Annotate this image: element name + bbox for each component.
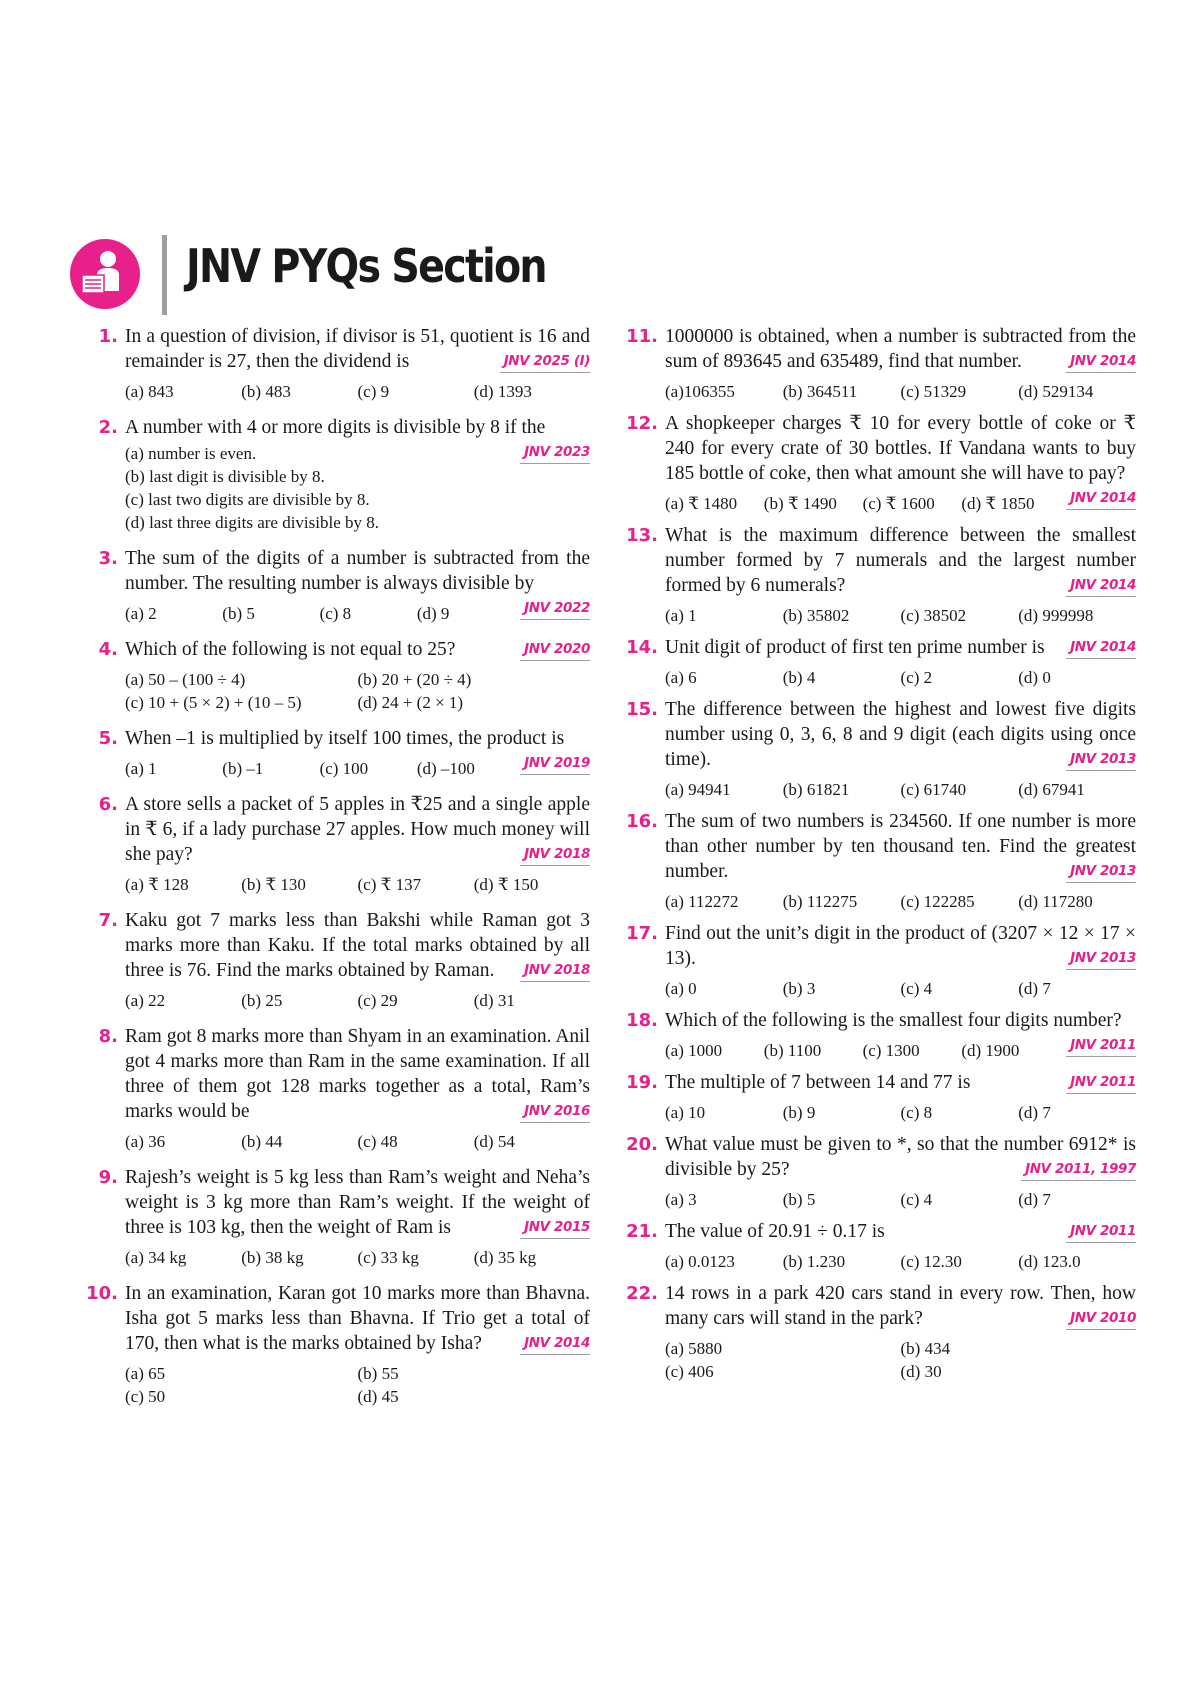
header-divider xyxy=(162,235,167,315)
option-b: (b) 364511 xyxy=(782,382,858,401)
question-text xyxy=(665,324,1136,374)
jnv-year-tag: JNV 2014 xyxy=(1066,638,1136,659)
options xyxy=(665,604,1136,627)
question-text xyxy=(125,1281,590,1356)
options xyxy=(665,1039,1060,1062)
question-body: When –1 is multiplied by itself 100 times, the product is xyxy=(125,728,565,749)
option-c: (c) 100 xyxy=(319,759,369,778)
options xyxy=(125,380,590,403)
options xyxy=(125,1130,590,1153)
option-c: (c) 50 xyxy=(125,1387,166,1406)
question-body: Which of the following is not equal to 25? xyxy=(125,639,456,660)
question-body: Unit digit of product of first ten prime number is xyxy=(665,637,1045,658)
question-number: 5. xyxy=(98,728,118,749)
option-d: (d) 67941 xyxy=(1018,780,1085,799)
option-a: (a) number is even. xyxy=(125,444,257,463)
option-c: (c) 29 xyxy=(357,991,398,1010)
option-d: (d) 529134 xyxy=(1018,382,1094,401)
question-number: 6. xyxy=(98,794,118,815)
option-a: (a) 112272 xyxy=(665,892,739,911)
option-a: (a)106355 xyxy=(665,382,735,401)
option-b: (b) 20 + (20 ÷ 4) xyxy=(357,670,472,689)
option-a: (a) 1000 xyxy=(665,1041,723,1060)
options xyxy=(665,1101,1136,1124)
option-d: (d) 1900 xyxy=(961,1041,1020,1060)
option-a: (a) 34 kg xyxy=(125,1248,187,1267)
question-number: 19. xyxy=(626,1072,658,1093)
option-c: (c) last two digits are divisible by 8. xyxy=(125,490,370,509)
option-b: (b) 3 xyxy=(782,979,816,998)
option-b: (b) 483 xyxy=(241,382,291,401)
question-body: Rajesh’s weight is 5 kg less than Ram’s weight and Neha’s weight is 3 kg more than Ram’s weight. If the weight of three is 103 kg, then the weight of Ram is xyxy=(125,1167,590,1238)
question-number: 2. xyxy=(98,417,118,438)
question-number: 11. xyxy=(626,326,658,347)
question-number: 17. xyxy=(626,923,658,944)
question-number: 1. xyxy=(98,326,118,347)
option-d: (d) 9 xyxy=(416,604,450,623)
option-a: (a) 65 xyxy=(125,1364,166,1383)
question-text xyxy=(665,809,1136,884)
option-b: (b) 4 xyxy=(782,668,816,687)
question-body: The value of 20.91 ÷ 0.17 is xyxy=(665,1221,885,1242)
question-7 xyxy=(80,908,590,1012)
question-5 xyxy=(80,726,590,780)
option-d: (d) 7 xyxy=(1018,979,1051,998)
question-text xyxy=(665,1132,1136,1182)
option-b: (b) 44 xyxy=(241,1132,283,1151)
question-text xyxy=(125,792,590,867)
question-number: 13. xyxy=(626,525,658,546)
option-b: (b) 61821 xyxy=(782,780,850,799)
option-b: (b) 38 kg xyxy=(241,1248,304,1267)
jnv-year-tag: JNV 2011 xyxy=(1066,1036,1136,1057)
section-title: JNV PYQs Section xyxy=(186,239,546,293)
question-body: The sum of the digits of a number is subtracted from the number. The resulting number is always divisible by xyxy=(125,548,590,594)
question-text xyxy=(125,1165,590,1240)
option-a: (a) 10 xyxy=(665,1103,706,1122)
question-body: The sum of two numbers is 234560. If one number is more than other number by ten thousand ten. Find the greatest number. xyxy=(665,811,1136,882)
question-16 xyxy=(620,809,1136,913)
option-a: (a) 22 xyxy=(125,991,166,1010)
jnv-year-tag: JNV 2023 xyxy=(520,443,590,464)
options xyxy=(125,602,514,625)
question-15 xyxy=(620,697,1136,801)
option-b: (b) 1100 xyxy=(763,1041,822,1060)
option-d: (d) 35 kg xyxy=(473,1248,537,1267)
option-c: (c) 8 xyxy=(319,604,352,623)
option-b: (b) 25 xyxy=(241,991,283,1010)
question-19 xyxy=(620,1070,1136,1124)
jnv-year-tag: JNV 2025 (I) xyxy=(500,352,590,373)
option-d: (d) last three digits are divisible by 8. xyxy=(125,513,379,532)
option-b: (b) 9 xyxy=(782,1103,816,1122)
options xyxy=(125,989,590,1012)
options xyxy=(125,1362,590,1408)
option-d: (d) 30 xyxy=(900,1362,942,1381)
question-11 xyxy=(620,324,1136,403)
option-c: (c) 8 xyxy=(900,1103,933,1122)
option-a: (a) 5880 xyxy=(665,1339,723,1358)
question-body: In an examination, Karan got 10 marks more than Bhavna. Isha got 5 marks less than Bhavna. If Trio get a total of 170, then what is the marks obtained by Isha? xyxy=(125,1283,590,1354)
question-text xyxy=(125,637,590,662)
question-number: 3. xyxy=(98,548,118,569)
question-body: In a question of division, if divisor is 51, quotient is 16 and remainder is 27, then the dividend is xyxy=(125,326,590,372)
question-number: 12. xyxy=(626,413,658,434)
student-reading-icon xyxy=(70,239,140,309)
question-number: 14. xyxy=(626,637,658,658)
right-column xyxy=(620,324,1136,1391)
options xyxy=(665,380,1136,403)
question-number: 16. xyxy=(626,811,658,832)
question-number: 10. xyxy=(86,1283,118,1304)
option-b: (b) 5 xyxy=(222,604,255,623)
option-a: (a) 0 xyxy=(665,979,697,998)
question-21 xyxy=(620,1219,1136,1273)
question-text xyxy=(665,1219,1136,1244)
jnv-year-tag: JNV 2020 xyxy=(520,640,590,661)
question-12 xyxy=(620,411,1136,515)
option-c: (c) 61740 xyxy=(900,780,967,799)
question-body: The multiple of 7 between 14 and 77 is xyxy=(665,1072,971,1093)
option-a: (a) 843 xyxy=(125,382,174,401)
option-b: (b) 434 xyxy=(900,1339,951,1358)
option-d: (d) 31 xyxy=(473,991,515,1010)
question-body: The difference between the highest and lowest five digits number using 0, 3, 6, 8 and 9 digit (each digits using once time). xyxy=(665,699,1136,770)
question-text xyxy=(665,697,1136,772)
option-c: (c) 1300 xyxy=(862,1041,920,1060)
question-text xyxy=(665,1070,1136,1095)
jnv-year-tag: JNV 2013 xyxy=(1066,750,1136,771)
question-body: A shopkeeper charges ₹ 10 for every bottle of coke or ₹ 240 for every crate of 30 bottles. If Vandana wants to buy 185 bottle of coke, then what amount she will have to pay? xyxy=(665,413,1136,484)
question-body: Find out the unit’s digit in the product of (3207 × 12 × 17 × 13). xyxy=(665,923,1136,969)
question-body: Which of the following is the smallest four digits number? xyxy=(665,1010,1122,1031)
option-a: (a) 50 – (100 ÷ 4) xyxy=(125,670,246,689)
option-b: (b) last digit is divisible by 8. xyxy=(125,467,325,486)
jnv-year-tag: JNV 2018 xyxy=(520,845,590,866)
question-body: 14 rows in a park 420 cars stand in every row. Then, how many cars will stand in the park? xyxy=(665,1283,1136,1329)
jnv-year-tag: JNV 2016 xyxy=(520,1102,590,1123)
option-c: (c) 38502 xyxy=(900,606,967,625)
option-d: (d) 117280 xyxy=(1018,892,1093,911)
option-b: (b) ₹ 1490 xyxy=(763,494,837,513)
option-b: (b) 5 xyxy=(782,1190,816,1209)
question-17 xyxy=(620,921,1136,1000)
options xyxy=(125,442,514,534)
question-number: 21. xyxy=(626,1221,658,1242)
question-2 xyxy=(80,415,590,534)
question-number: 7. xyxy=(98,910,118,931)
jnv-year-tag: JNV 2018 xyxy=(520,961,590,982)
question-text xyxy=(125,324,590,374)
option-b: (b) 1.230 xyxy=(782,1252,846,1271)
option-a: (a) 0.0123 xyxy=(665,1252,735,1271)
question-number: 9. xyxy=(98,1167,118,1188)
option-b: (b) –1 xyxy=(222,759,264,778)
option-d: (d) 7 xyxy=(1018,1103,1051,1122)
options xyxy=(125,757,514,780)
option-d: (d) ₹ 150 xyxy=(473,875,539,894)
question-9 xyxy=(80,1165,590,1269)
jnv-year-tag: JNV 2011, 1997 xyxy=(1021,1160,1136,1181)
option-c: (c) 33 kg xyxy=(357,1248,419,1267)
option-a: (a) 94941 xyxy=(665,780,731,799)
question-body: A number with 4 or more digits is divisible by 8 if the xyxy=(125,417,546,438)
question-body: What is the maximum difference between the smallest number formed by 7 numerals and the largest number formed by 6 numerals? xyxy=(665,525,1136,596)
options xyxy=(665,492,1060,515)
options xyxy=(125,668,590,714)
question-text xyxy=(125,1024,590,1124)
options xyxy=(125,1246,590,1269)
question-text xyxy=(665,921,1136,971)
option-c: (c) 48 xyxy=(357,1132,398,1151)
option-c: (c) 9 xyxy=(357,382,390,401)
option-c: (c) ₹ 137 xyxy=(357,875,422,894)
question-13 xyxy=(620,523,1136,627)
jnv-year-tag: JNV 2011 xyxy=(1066,1222,1136,1243)
option-b: (b) 55 xyxy=(357,1364,399,1383)
jnv-year-tag: JNV 2019 xyxy=(520,754,590,775)
option-b: (b) 35802 xyxy=(782,606,850,625)
option-c: (c) 51329 xyxy=(900,382,967,401)
option-c: (c) 406 xyxy=(665,1362,714,1381)
options xyxy=(665,1250,1136,1273)
option-d: (d) 123.0 xyxy=(1018,1252,1081,1271)
question-20 xyxy=(620,1132,1136,1211)
option-c: (c) 2 xyxy=(900,668,933,687)
option-b: (b) ₹ 130 xyxy=(241,875,306,894)
question-text xyxy=(665,635,1136,660)
jnv-year-tag: JNV 2022 xyxy=(520,599,590,620)
question-body: Kaku got 7 marks less than Bakshi while Raman got 3 marks more than Kaku. If the total marks obtained by all three is 76. Find the marks obtained by Raman. xyxy=(125,910,590,981)
option-d: (d) 24 + (2 × 1) xyxy=(357,693,464,712)
jnv-year-tag: JNV 2013 xyxy=(1066,862,1136,883)
option-a: (a) ₹ 128 xyxy=(125,875,189,894)
question-text xyxy=(125,908,590,983)
question-body: Ram got 8 marks more than Shyam in an examination. Anil got 4 marks more than Ram in the same examination. If all three of them got 128 marks together as a total, Ram’s marks would be xyxy=(125,1026,590,1122)
question-number: 22. xyxy=(626,1283,658,1304)
question-4 xyxy=(80,637,590,714)
question-number: 15. xyxy=(626,699,658,720)
jnv-year-tag: JNV 2010 xyxy=(1066,1309,1136,1330)
option-d: (d) 45 xyxy=(357,1387,399,1406)
option-a: (a) 1 xyxy=(125,759,157,778)
question-number: 4. xyxy=(98,639,118,660)
question-body: What value must be given to *, so that the number 6912* is divisible by 25? xyxy=(665,1134,1136,1180)
option-a: (a) 36 xyxy=(125,1132,166,1151)
question-14 xyxy=(620,635,1136,689)
jnv-year-tag: JNV 2014 xyxy=(1066,352,1136,373)
question-body: 1000000 is obtained, when a number is subtracted from the sum of 893645 and 635489, find that number. xyxy=(665,326,1136,372)
option-d: (d) 1393 xyxy=(473,382,532,401)
option-d: (d) 54 xyxy=(473,1132,515,1151)
options xyxy=(665,1337,1136,1383)
option-d: (d) 0 xyxy=(1018,668,1051,687)
options xyxy=(125,873,590,896)
option-c: (c) 10 + (5 × 2) + (10 – 5) xyxy=(125,693,302,712)
option-d: (d) 999998 xyxy=(1018,606,1094,625)
options xyxy=(665,666,1136,689)
option-a: (a) 6 xyxy=(665,668,697,687)
question-number: 8. xyxy=(98,1026,118,1047)
question-6 xyxy=(80,792,590,896)
question-text xyxy=(665,1281,1136,1331)
jnv-year-tag: JNV 2014 xyxy=(1066,489,1136,510)
question-22 xyxy=(620,1281,1136,1383)
question-body: A store sells a packet of 5 apples in ₹25 and a single apple in ₹ 6, if a lady purchase 27 apples. How much money will she pay? xyxy=(125,794,590,865)
left-column xyxy=(80,324,590,1420)
options xyxy=(665,977,1136,1000)
jnv-year-tag: JNV 2014 xyxy=(1066,576,1136,597)
option-c: (c) ₹ 1600 xyxy=(862,494,935,513)
question-1 xyxy=(80,324,590,403)
jnv-year-tag: JNV 2013 xyxy=(1066,949,1136,970)
question-18 xyxy=(620,1008,1136,1062)
option-d: (d) –100 xyxy=(416,759,475,778)
option-c: (c) 4 xyxy=(900,1190,933,1209)
question-3 xyxy=(80,546,590,625)
option-a: (a) 1 xyxy=(665,606,697,625)
option-c: (c) 122285 xyxy=(900,892,975,911)
question-10 xyxy=(80,1281,590,1408)
option-a: (a) 2 xyxy=(125,604,157,623)
option-c: (c) 12.30 xyxy=(900,1252,962,1271)
question-number: 18. xyxy=(626,1010,658,1031)
jnv-year-tag: JNV 2015 xyxy=(520,1218,590,1239)
jnv-year-tag: JNV 2011 xyxy=(1066,1073,1136,1094)
option-a: (a) ₹ 1480 xyxy=(665,494,738,513)
jnv-year-tag: JNV 2014 xyxy=(520,1334,590,1355)
question-number: 20. xyxy=(626,1134,658,1155)
section-header xyxy=(70,235,670,315)
option-d: (d) 7 xyxy=(1018,1190,1051,1209)
options xyxy=(665,778,1136,801)
option-a: (a) 3 xyxy=(665,1190,697,1209)
options xyxy=(665,1188,1136,1211)
option-d: (d) ₹ 1850 xyxy=(961,494,1035,513)
options xyxy=(665,890,1136,913)
option-b: (b) 112275 xyxy=(782,892,858,911)
question-text xyxy=(665,523,1136,598)
question-8 xyxy=(80,1024,590,1153)
option-c: (c) 4 xyxy=(900,979,933,998)
